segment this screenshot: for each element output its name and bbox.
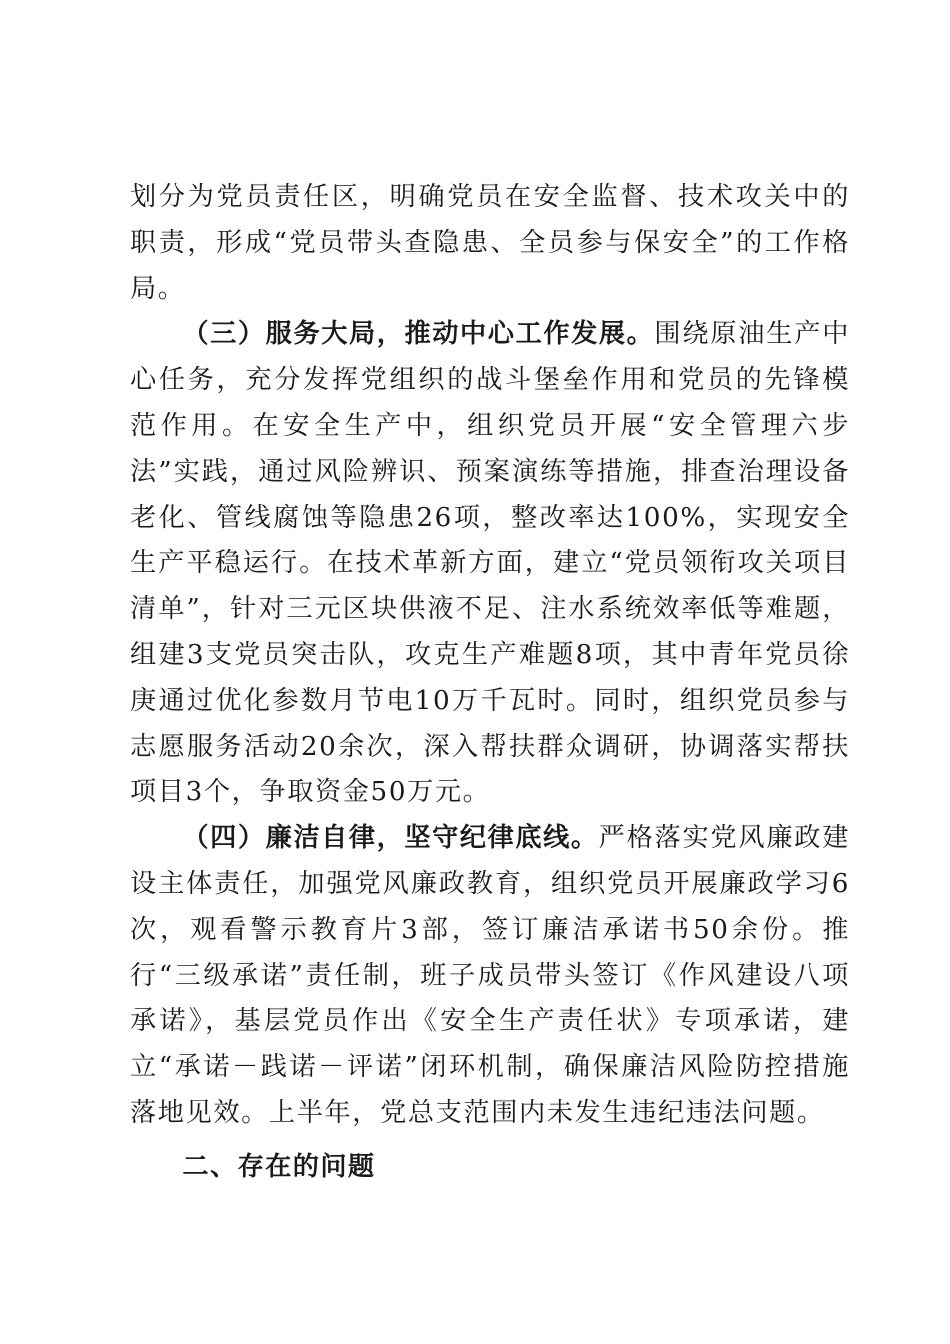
paragraph-lead: （三）服务大局，推动中心工作发展。 [182,319,655,350]
paragraph-service [130,312,850,816]
document-body [130,175,850,1191]
paragraph-continuation [130,175,850,312]
paragraph-integrity [130,816,850,1137]
section-heading: 二、存在的问题 [182,1151,376,1182]
paragraph-text: 严格落实党风廉政建设主体责任，加强党风廉政教育，组织党员开展廉政学习6次，观看警示教育片3部，签订廉洁承诺书50余份。推行“三级承诺”责任制，班子成员带头签订《作风建设八项承诺》，基层党员作出《安全生产责任状》专项承诺，建立“承诺－践诺－评诺”闭环机制，确保廉洁风险防控措施落地见效。上半年，党总支范围内未发生违纪违法问题。 [130,823,850,1128]
paragraph-lead: （四）廉洁自律，坚守纪律底线。 [182,823,599,854]
paragraph-text: 围绕原油生产中心任务，充分发挥党组织的战斗堡垒作用和党员的先锋模范作用。在安全生产中，组织党员开展“安全管理六步法”实践，通过风险辨识、预案演练等措施，排查治理设备老化、管线腐蚀等隐患26项，整改率达100%，实现安全生产平稳运行。在技术革新方面，建立“党员领衔攻关项目清单”，针对三元区块供液不足、注水系统效率低等难题，组建3支党员突击队，攻克生产难题8项，其中青年党员徐庚通过优化参数月节电10万千瓦时。同时，组织党员参与志愿服务活动20余次，深入帮扶群众调研，协调落实帮扶项目3个，争取资金50万元。 [130,319,850,808]
paragraph-text: 划分为党员责任区，明确党员在安全监督、技术攻关中的职责，形成“党员带头查隐患、全员参与保安全”的工作格局。 [130,182,850,304]
